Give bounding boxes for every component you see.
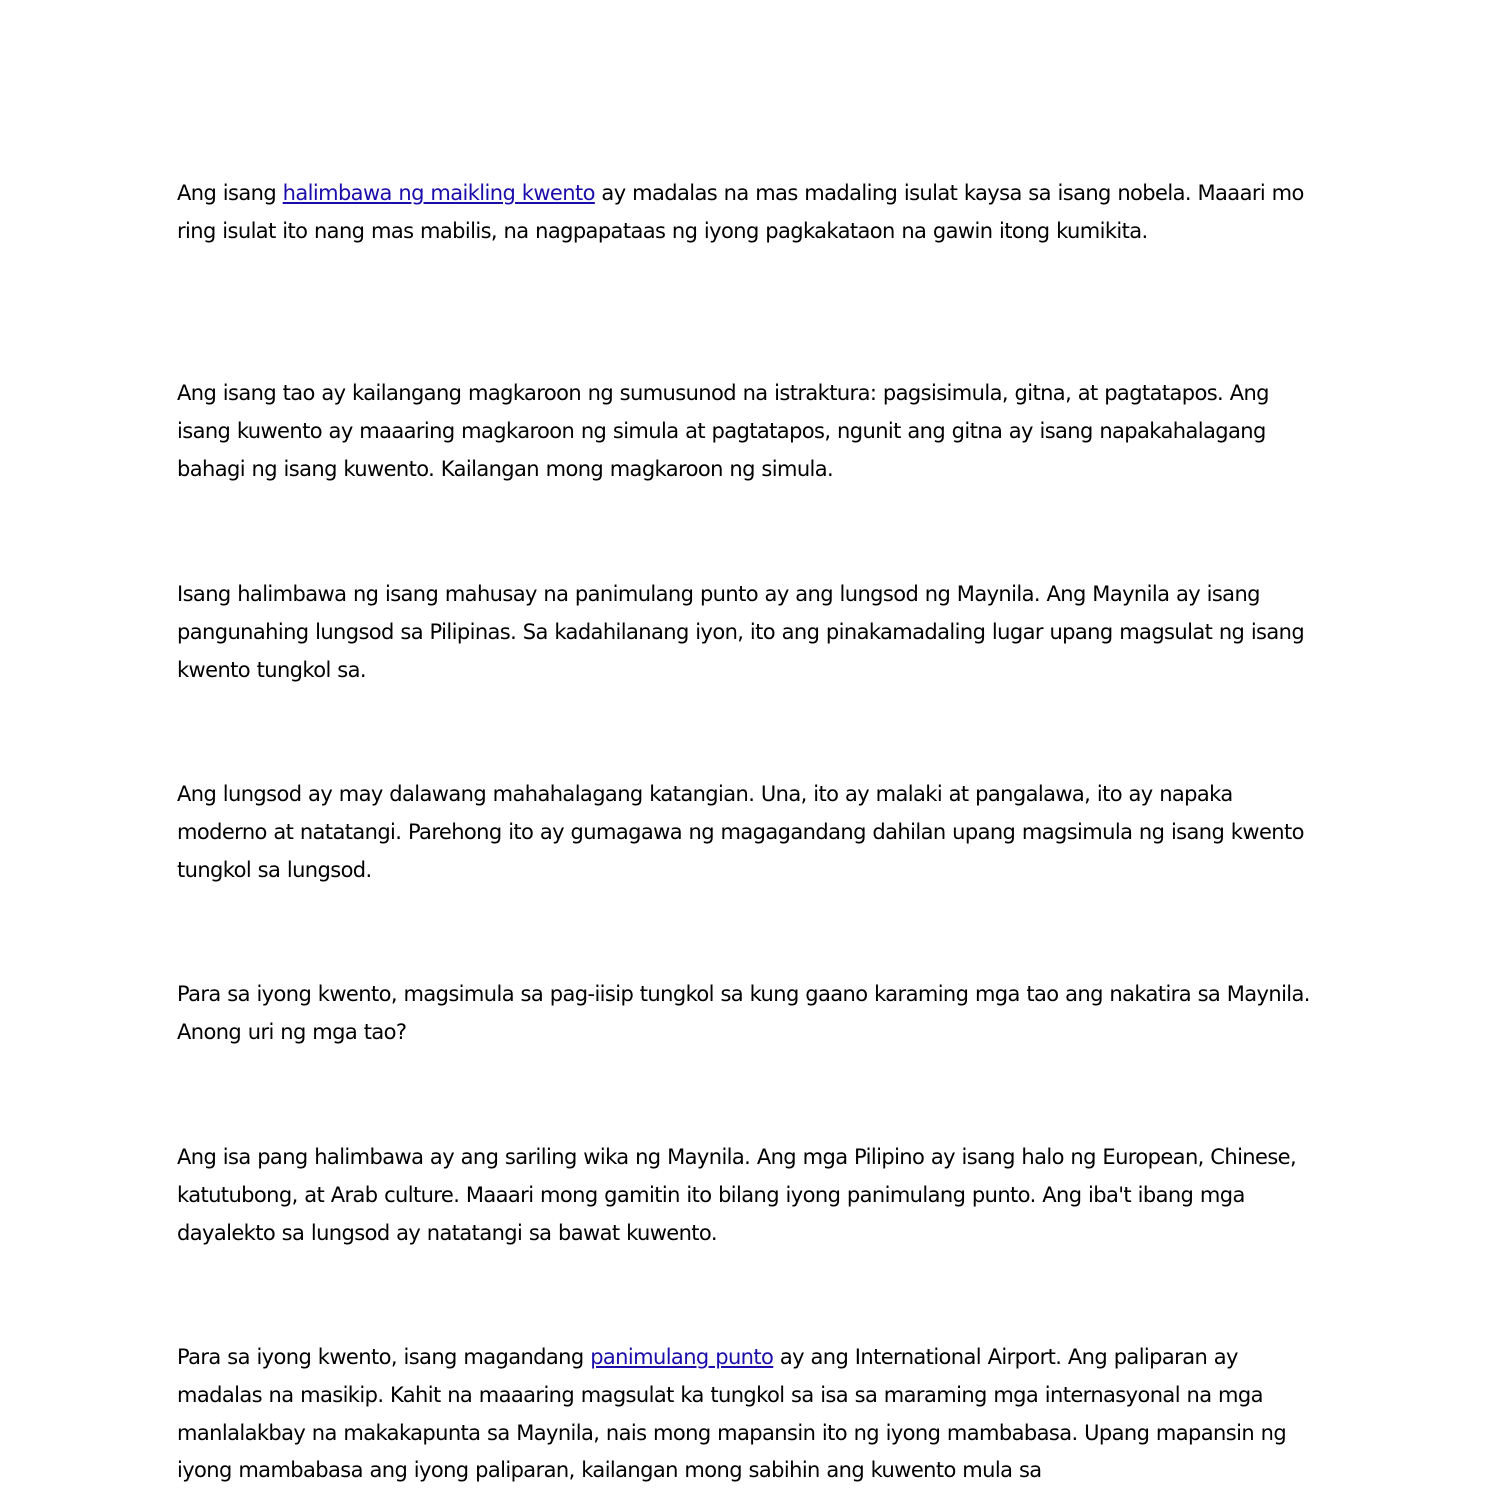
- paragraph-3: Isang halimbawa ng isang mahusay na panimulang punto ay ang lungsod ng Maynila. Ang Maynila ay isang pangunahing lungsod sa Pilipinas. Sa kadahilanang iyon, ito ang pinakamadaling lugar upang magsulat ng isang kwento tungkol sa.: [177, 582, 1305, 682]
- paragraph-7-text-after: ay ang International Airport. Ang paliparan ay madalas na masikip. Kahit na maaaring magsulat ka tungkol sa isa sa maraming mga internasyonal na mga manlalakbay na makakapunta sa Maynila, nais mong mapansin ito ng iyong mambabasa. Upang mapansin ng iyong mambabasa ang iyong paliparan, kailangan mong sabihin ang kuwento mula sa: [177, 1345, 1287, 1483]
- short-story-example-link[interactable]: halimbawa ng maikling kwento: [282, 181, 595, 205]
- paragraph-7: [177, 1339, 1323, 1490]
- starting-point-link[interactable]: panimulang punto: [590, 1345, 774, 1369]
- paragraph-7-text-before: Para sa iyong kwento, isang magandang: [177, 1345, 591, 1369]
- paragraph-1: [177, 175, 1323, 251]
- paragraph-1-text-before: Ang isang: [177, 181, 283, 205]
- paragraph-6: Ang isa pang halimbawa ay ang sariling wika ng Maynila. Ang mga Pilipino ay isang halo ng European, Chinese, katutubong, at Arab culture. Maaari mong gamitin ito bilang iyong panimulang punto. Ang iba't ibang mga dayalekto sa lungsod ay natatangi sa bawat kuwento.: [177, 1145, 1297, 1245]
- paragraph-2: Ang isang tao ay kailangang magkaroon ng sumusunod na istraktura: pagsisimula, gitna, at pagtatapos. Ang isang kuwento ay maaaring magkaroon ng simula at pagtatapos, ngunit ang gitna ay isang napakahalagang bahagi ng isang kuwento. Kailangan mong magkaroon ng simula.: [177, 381, 1269, 481]
- paragraph-1-text-after: ay madalas na mas madaling isulat kaysa sa isang nobela. Maaari mo ring isulat ito nang mas mabilis, na nagpapataas ng iyong pagkakataon na gawin itong kumikita.: [177, 181, 1304, 243]
- paragraph-4: Ang lungsod ay may dalawang mahahalagang katangian. Una, ito ay malaki at pangalawa, ito ay napaka moderno at natatangi. Parehong ito ay gumagawa ng magagandang dahilan upang magsimula ng isang kwento tungkol sa lungsod.: [177, 782, 1304, 882]
- paragraph-5: Para sa iyong kwento, magsimula sa pag-iisip tungkol sa kung gaano karaming mga tao ang nakatira sa Maynila. Anong uri ng mga tao?: [177, 982, 1310, 1044]
